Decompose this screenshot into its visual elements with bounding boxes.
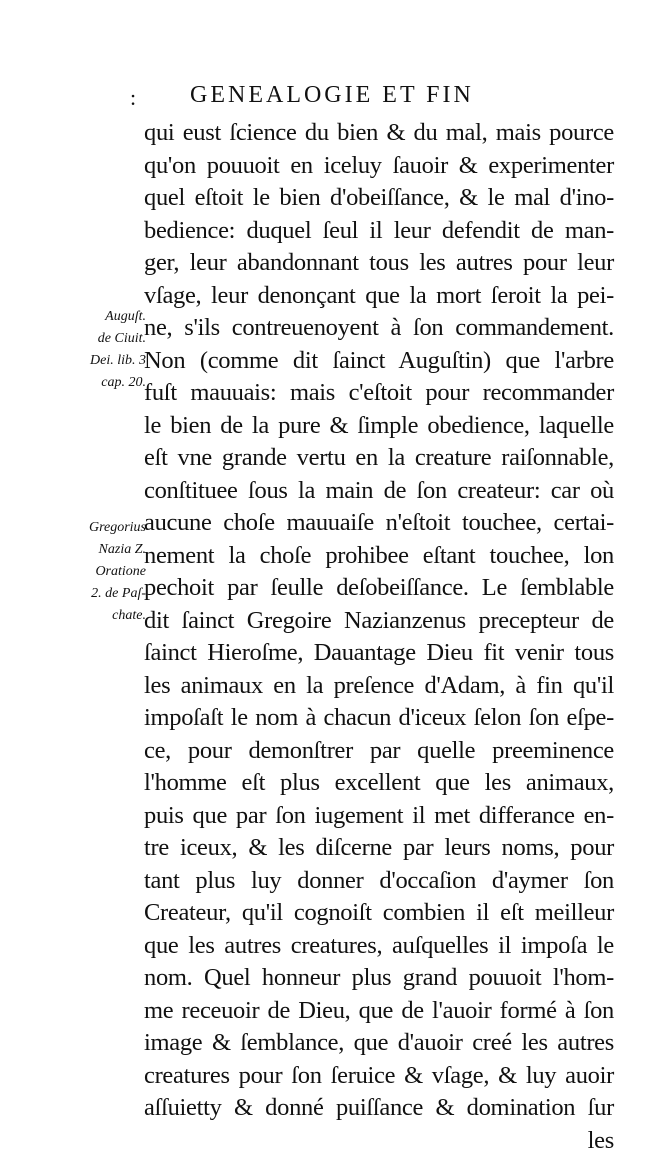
text-line: me receuoir de Dieu, que de l'auoir formé à ſon bbox=[144, 995, 614, 1028]
text-line: quel eſtoit le bien d'obeiſſance, & le mal d'ino- bbox=[144, 182, 614, 215]
text-line: image & ſemblance, que d'auoir creé les autres bbox=[144, 1027, 614, 1060]
margin-note-augustine bbox=[54, 306, 146, 394]
text-line: dit ſainct Gregoire Nazianzenus precepteur de bbox=[144, 605, 614, 638]
text-line: impoſaſt le nom à chacun d'iceux ſelon ſon eſpe- bbox=[144, 702, 614, 735]
margin-note-line: 2. de Paſ- bbox=[54, 583, 146, 605]
text-line: bedience: duquel ſeul il leur defendit de man- bbox=[144, 215, 614, 248]
margin-note-line: Nazia Z. bbox=[54, 539, 146, 561]
margin-note-line: Oratione bbox=[54, 561, 146, 583]
text-line: creatures pour ſon ſeruice & vſage, & luy auoir bbox=[144, 1060, 614, 1093]
text-line: qu'on pouuoit en iceluy ſauoir & experimenter bbox=[144, 150, 614, 183]
text-line: tant plus luy donner d'occaſion d'aymer ſon bbox=[144, 865, 614, 898]
margin-note-gregory bbox=[54, 517, 146, 627]
margin-note-line: chate. bbox=[54, 605, 146, 627]
text-line: conſtituee ſous la main de ſon createur: car où bbox=[144, 475, 614, 508]
text-line: eſt vne grande vertu en la creature raiſonnable, bbox=[144, 442, 614, 475]
margin-note-line: de Ciuit. bbox=[54, 328, 146, 350]
text-line: tre iceux, & les diſcerne par leurs noms, pour bbox=[144, 832, 614, 865]
catchword: les bbox=[144, 1125, 614, 1157]
text-line: les animaux en la preſence d'Adam, à fin qu'il bbox=[144, 670, 614, 703]
margin-note-line: cap. 20. bbox=[54, 372, 146, 394]
running-head: GENEALOGIE ET FIN bbox=[190, 82, 610, 109]
text-line: ne, s'ils contreuenoyent à ſon commandement. bbox=[144, 312, 614, 345]
text-line: l'homme eſt plus excellent que les animaux, bbox=[144, 767, 614, 800]
text-line: ſainct Hieroſme, Dauantage Dieu fit venir tous bbox=[144, 637, 614, 670]
text-line: aucune choſe mauuaiſe n'eſtoit touchee, certai- bbox=[144, 507, 614, 540]
text-line: qui eust ſcience du bien & du mal, mais pource bbox=[144, 117, 614, 150]
text-line: Non (comme dit ſainct Auguſtin) que l'arbre bbox=[144, 345, 614, 378]
text-line: que les autres creatures, auſquelles il impoſa le bbox=[144, 930, 614, 963]
text-line: fuſt mauuais: mais c'eſtoit pour recommander bbox=[144, 377, 614, 410]
text-line: ce, pour demonſtrer par quelle preeminence bbox=[144, 735, 614, 768]
text-line: Createur, qu'il cognoiſt combien il eſt meilleur bbox=[144, 897, 614, 930]
margin-note-line: Auguſt. bbox=[54, 306, 146, 328]
text-line: nom. Quel honneur plus grand pouuoit l'hom- bbox=[144, 962, 614, 995]
body-text bbox=[144, 117, 614, 1157]
text-line: ger, leur abandonnant tous les autres pour leur bbox=[144, 247, 614, 280]
text-line: pechoit par ſeulle deſobeiſſance. Le ſemblable bbox=[144, 572, 614, 605]
page-mark: : bbox=[130, 85, 136, 111]
margin-note-line: Gregorius bbox=[54, 517, 146, 539]
margin-note-line: Dei. lib. 3 bbox=[54, 350, 146, 372]
text-line: nement la choſe prohibee eſtant touchee, lon bbox=[144, 540, 614, 573]
text-line: puis que par ſon iugement il met differance en- bbox=[144, 800, 614, 833]
text-line: le bien de la pure & ſimple obedience, laquelle bbox=[144, 410, 614, 443]
text-line: aſſuietty & donné puiſſance & domination ſur bbox=[144, 1092, 614, 1125]
text-line: vſage, leur denonçant que la mort ſeroit la pei- bbox=[144, 280, 614, 313]
